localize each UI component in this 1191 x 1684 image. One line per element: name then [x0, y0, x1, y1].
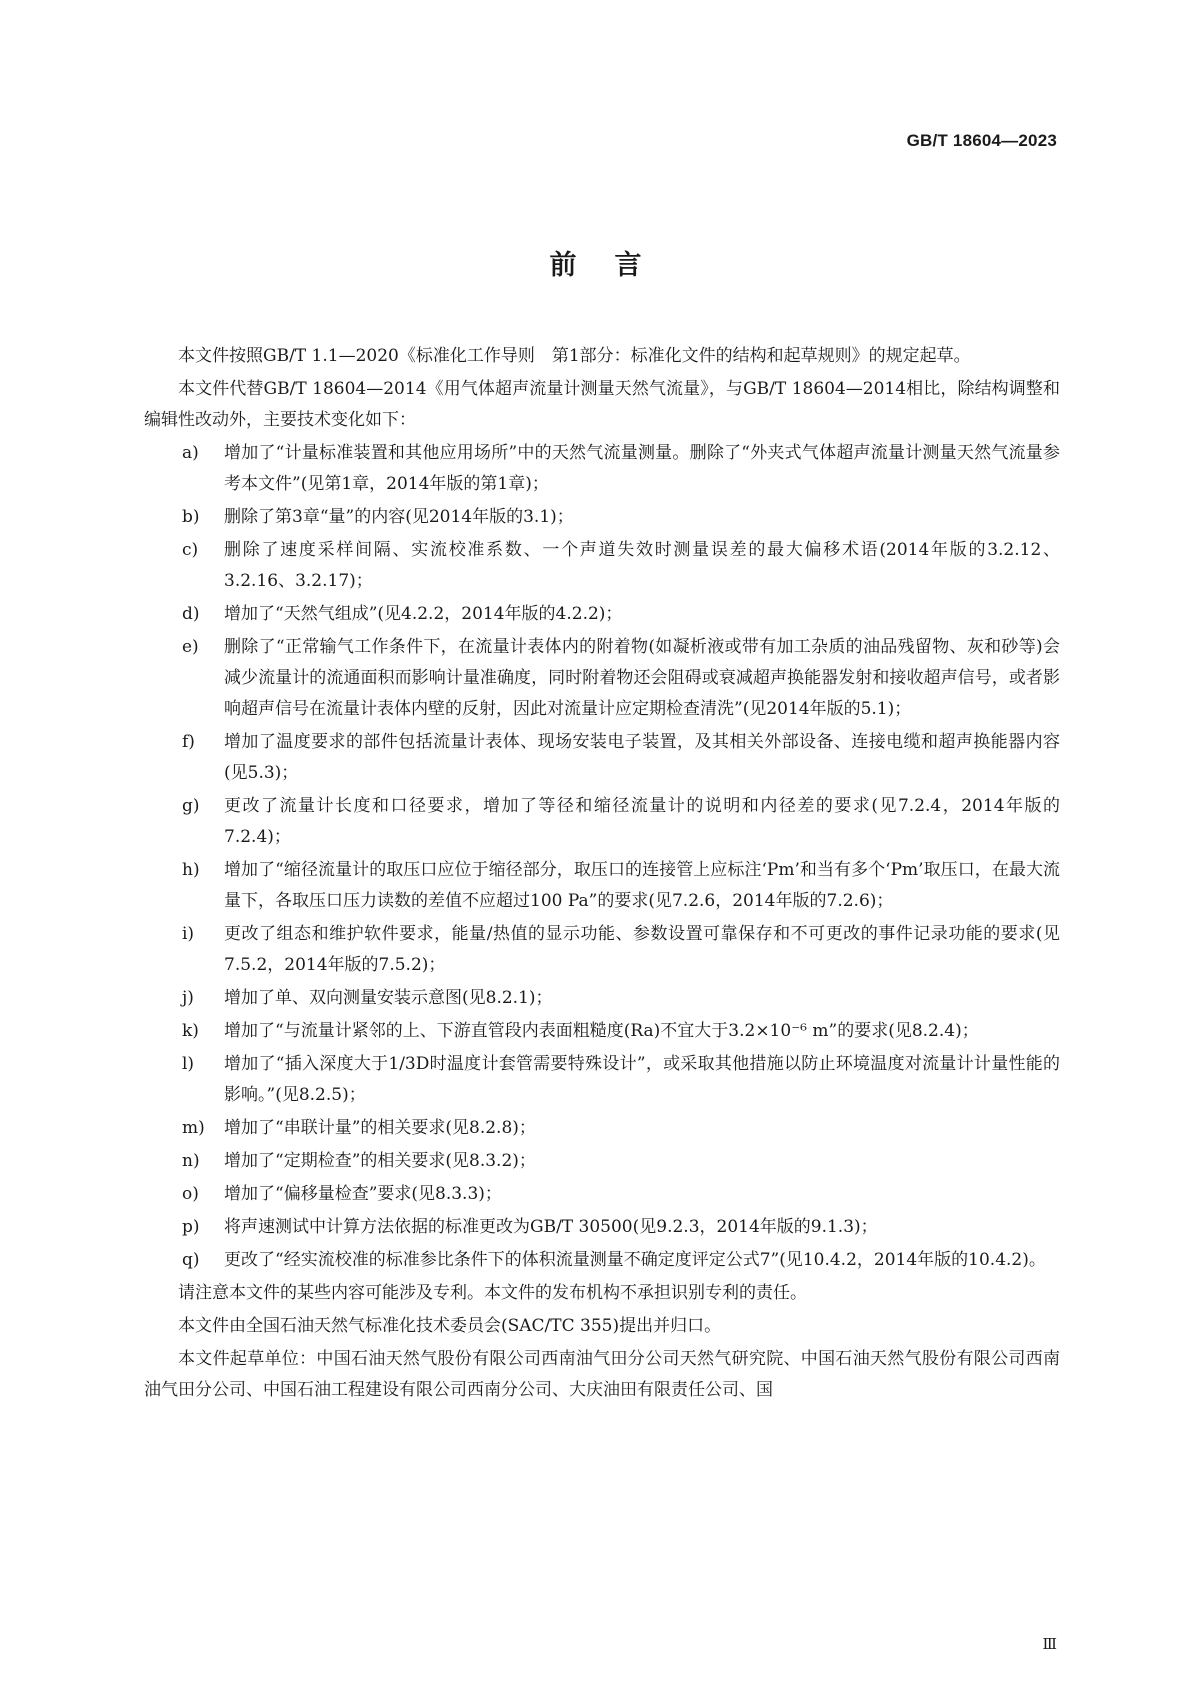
- list-item: [144, 1245, 1060, 1276]
- closing-paragraph: 本文件起草单位：中国石油天然气股份有限公司西南油气田分公司天然气研究院、中国石油天然气股份有限公司西南油气田分公司、中国石油工程建设有限公司西南分公司、大庆油田有限责任公司、国: [144, 1349, 1060, 1400]
- list-item-text: 增加了“与流量计紧邻的上、下游直管段内表面粗糙度(Ra)不宜大于3.2×10⁻⁶ m”的要求(见8.2.4)；: [224, 1021, 979, 1041]
- list-item: [144, 438, 1060, 500]
- list-item: [144, 791, 1060, 853]
- intro-paragraph: 本文件代替GB/T 18604—2014《用气体超声流量计测量天然气流量》，与GB/T 18604—2014相比，除结构调整和编辑性改动外，主要技术变化如下：: [144, 379, 1060, 430]
- list-item: [144, 1212, 1060, 1243]
- list-item-text: 删除了“正常输气工作条件下，在流量计表体内的附着物(如凝析液或带有加工杂质的油品残留物、灰和砂等)会减少流量计的流通面积而影响计量准确度，同时附着物还会阻碍或衰减超声换能器发射和接收超声信号，或者影响超声信号在流量计表体内壁的反射，因此对流量计应定期检查清洗”(见2014年版的5.1)；: [224, 637, 1060, 719]
- list-item: [144, 1179, 1060, 1210]
- list-item-text: 增加了“定期检查”的相关要求(见8.3.2)；: [224, 1151, 536, 1171]
- list-item-text: 增加了“计量标准装置和其他应用场所”中的天然气流量测量。删除了“外夹式气体超声流量计测量天然气流量参考本文件”(见第1章，2014年版的第1章)；: [224, 443, 1060, 494]
- technical-changes-list: [144, 438, 1060, 1276]
- closing-paragraph: 请注意本文件的某些内容可能涉及专利。本文件的发布机构不承担识别专利的责任。: [178, 1283, 807, 1303]
- list-item-label: j): [182, 988, 194, 1008]
- list-item-text: 更改了流量计长度和口径要求，增加了等径和缩径流量计的说明和内径差的要求(见7.2.4，2014年版的7.2.4)；: [224, 796, 1060, 847]
- list-item-text: 增加了“插入深度大于1/3D时温度计套管需要特殊设计”，或采取其他措施以防止环境温度对流量计计量性能的影响。”(见8.2.5)；: [224, 1054, 1060, 1105]
- page-title: 前言: [549, 250, 680, 281]
- list-item-text: 删除了第3章“量”的内容(见2014年版的3.1)；: [224, 507, 574, 527]
- list-item-label: h): [182, 860, 200, 880]
- list-item: [144, 919, 1060, 981]
- list-item-label: a): [182, 443, 199, 463]
- list-item: [144, 632, 1060, 725]
- list-item-text: 删除了速度采样间隔、实流校准系数、一个声道失效时测量误差的最大偏移术语(2014年版的3.2.12、3.2.16、3.2.17)；: [224, 540, 1060, 591]
- list-item-text: 将声速测试中计算方法依据的标准更改为GB/T 30500(见9.2.3，2014年版的9.1.3)；: [224, 1217, 878, 1237]
- list-item-label: q): [182, 1250, 200, 1270]
- list-item: [144, 855, 1060, 917]
- list-item: [144, 983, 1060, 1014]
- list-item-text: 增加了“串联计量”的相关要求(见8.2.8)；: [224, 1118, 536, 1138]
- list-item-label: o): [182, 1184, 199, 1204]
- list-item-label: e): [182, 637, 199, 657]
- document-body: [144, 341, 1060, 1408]
- list-item: [144, 1113, 1060, 1144]
- list-item-text: 增加了“偏移量检查”要求(见8.3.3)；: [224, 1184, 502, 1204]
- list-item-label: g): [182, 796, 200, 816]
- list-item-text: 更改了组态和维护软件要求，能量/热值的显示功能、参数设置可靠保存和不可更改的事件记录功能的要求(见7.5.2，2014年版的7.5.2)；: [224, 924, 1060, 975]
- list-item-label: b): [182, 507, 200, 527]
- list-item-text: 增加了“天然气组成”(见4.2.2，2014年版的4.2.2)；: [224, 604, 623, 624]
- list-item-label: c): [182, 540, 199, 560]
- list-item-label: d): [182, 604, 200, 624]
- intro-paragraph: 本文件按照GB/T 1.1—2020《标准化工作导则 第1部分：标准化文件的结构和起草规则》的规定起草。: [178, 346, 971, 366]
- list-item: [144, 1016, 1060, 1047]
- list-item-text: 更改了“经实流校准的标准参比条件下的体积流量测量不确定度评定公式7”(见10.4.2，2014年版的10.4.2)。: [224, 1250, 1046, 1270]
- list-item-label: f): [182, 732, 195, 752]
- list-item: [144, 1049, 1060, 1111]
- list-item-label: k): [182, 1021, 199, 1041]
- list-item: [144, 535, 1060, 597]
- list-item-label: p): [182, 1217, 200, 1237]
- list-item: [144, 1146, 1060, 1177]
- list-item: [144, 599, 1060, 630]
- list-item-label: i): [182, 924, 195, 944]
- list-item: [144, 502, 1060, 533]
- page-number: Ⅲ: [1042, 1635, 1057, 1653]
- list-item: [144, 727, 1060, 789]
- closing-paragraph: 本文件由全国石油天然气标准化技术委员会(SAC/TC 355)提出并归口。: [178, 1316, 722, 1336]
- list-item-text: 增加了“缩径流量计的取压口应位于缩径部分，取压口的连接管上应标注‘Pm’和当有多个‘Pm’取压口，在最大流量下，各取压口压力读数的差值不应超过100 Pa”的要求(见7.2.6，2014年版的7.2.6)；: [224, 860, 1060, 911]
- standard-code: GB/T 18604—2023: [906, 131, 1057, 150]
- list-item-label: l): [182, 1054, 195, 1074]
- list-item-text: 增加了温度要求的部件包括流量计表体、现场安装电子装置，及其相关外部设备、连接电缆和超声换能器内容(见5.3)；: [224, 732, 1060, 783]
- list-item-text: 增加了单、双向测量安装示意图(见8.2.1)；: [224, 988, 553, 1008]
- list-item-label: n): [182, 1151, 200, 1171]
- list-item-label: m): [182, 1118, 205, 1138]
